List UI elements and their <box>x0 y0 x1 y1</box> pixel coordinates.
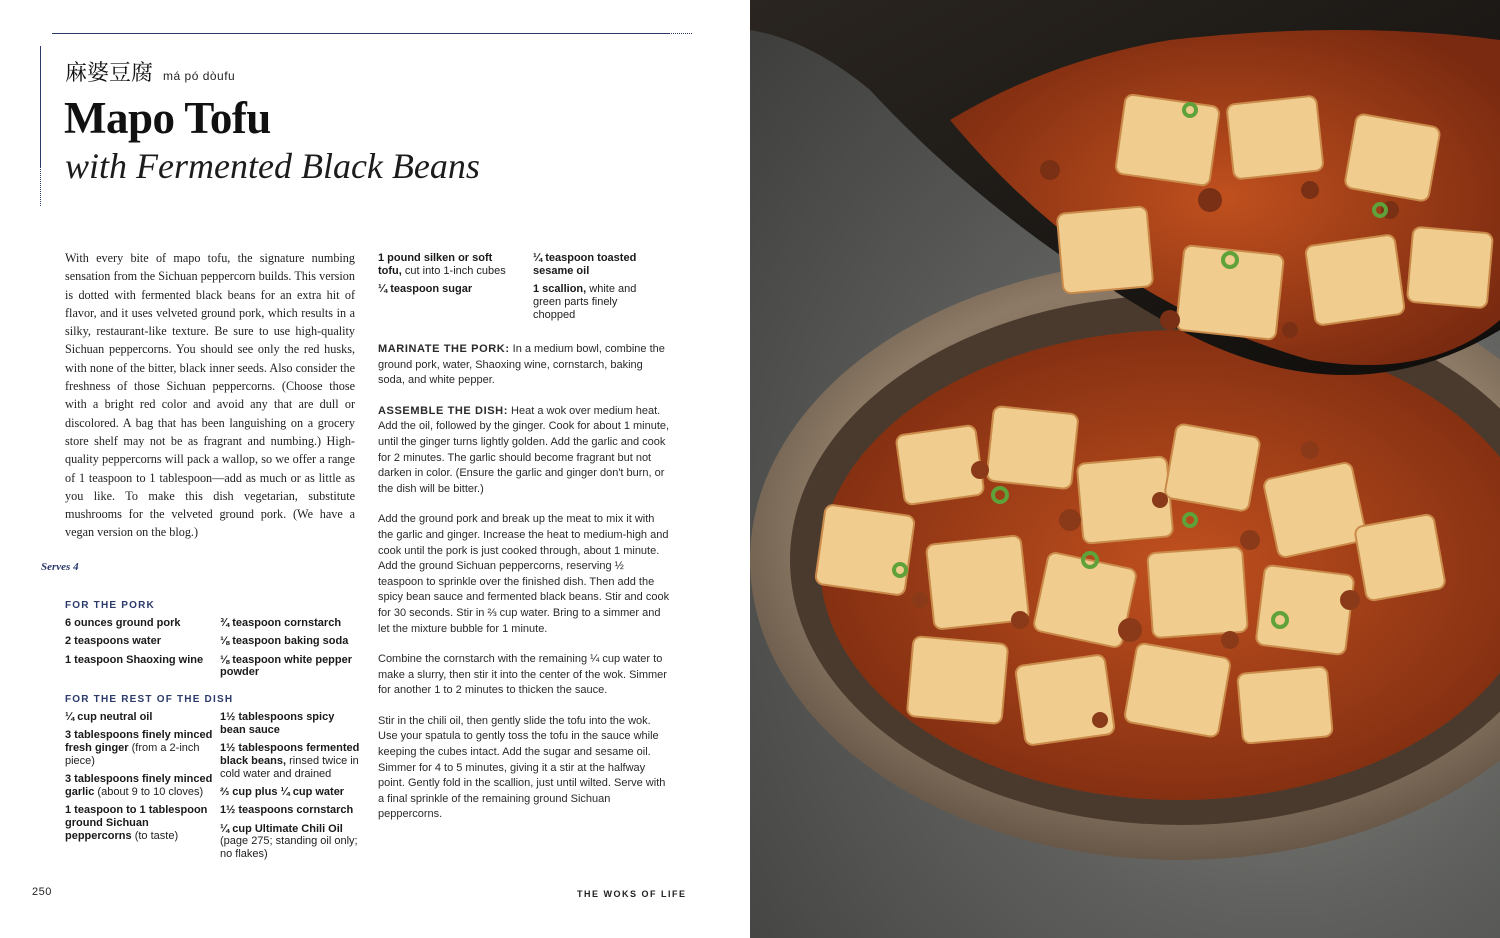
ingredient-note: white and green parts finely chopped <box>533 283 637 321</box>
page-number: 250 <box>32 886 52 898</box>
ingredient-item <box>65 635 213 648</box>
method-step-text: Stir in the chili oil, then gently slide the tofu into the wok. Use your spatula to gently toss the tofu in the sauce while keeping the cubes intact. Add the sugar and sesame oil. Simmer for 4 to 5 minutes, giving it a stir at the halfway point. Gently fold in the scallion, just until wilted. Serve with a final sprinkle of the remaining ground Sichuan peppercorns. <box>378 714 666 821</box>
ingredient-item <box>220 823 360 861</box>
ingredient-note: (about 9 to 10 cloves) <box>97 785 204 798</box>
method-step-lead: MARINATE THE PORK: <box>378 343 510 355</box>
ingredient-note: (from a 2-inch piece) <box>65 742 200 767</box>
ingredient-name: 3 tablespoons finely minced fresh ginger <box>65 729 213 755</box>
chinese-title-line <box>65 56 235 86</box>
ingredient-name: 1 teaspoon Shaoxing wine <box>65 653 204 666</box>
method-step <box>378 714 670 823</box>
ingredient-item <box>378 252 518 278</box>
ingredient-item <box>533 283 653 321</box>
method-step <box>378 512 670 637</box>
ingredient-name: 1 teaspoon to 1 tablespoon ground Sichuan peppercorns <box>65 804 208 842</box>
pinyin: má pó dòufu <box>163 69 236 83</box>
method-steps <box>378 342 670 838</box>
pork-heading: FOR THE PORK <box>65 600 155 611</box>
recipe-title: Mapo Tofu <box>64 93 271 143</box>
recipe-subtitle: with Fermented Black Beans <box>65 146 480 186</box>
top-ingredients-col2 <box>533 252 653 327</box>
ingredient-item <box>378 283 518 296</box>
top-ingredients-col1 <box>378 252 518 301</box>
ingredient-item <box>65 654 213 667</box>
rest-heading: FOR THE REST OF THE DISH <box>65 694 234 705</box>
mapo-tofu-photo <box>750 0 1500 938</box>
ingredient-item <box>220 711 360 737</box>
method-step-text: Heat a wok over medium heat. Add the oil, followed by the ginger. Cook for about 1 minute, until the ginger turns lightly golden. Add the garlic and cook for 2 minutes. The garlic should become fragrant but not darken in color. (Ensure the garlic and ginger don't burn, or the dish will be bitter.) <box>378 404 670 495</box>
ingredient-item <box>220 617 360 630</box>
top-rule <box>52 33 668 34</box>
method-step-text: In a medium bowl, combine the ground pork, water, Shaoxing wine, cornstarch, baking soda, and white pepper. <box>378 343 665 387</box>
ingredient-name: 2 teaspoons water <box>65 635 161 648</box>
ingredient-item <box>65 729 213 767</box>
method-step-text: Add the ground pork and break up the meat to mix it with the garlic and ginger. Increase the heat to medium-high and cook until the pork is just cooked through, about 1 minute. Add the ground Sichuan peppercorns, reserving ½ teaspoon to sprinkle over the finished dish. Then add the spicy bean sauce and fermented black beans. Stir and cook for 30 seconds. Stir in ⅔ cup water. Bring to a simmer and let the mixture bubble for 1 minute. <box>378 513 670 635</box>
ingredient-item <box>65 773 213 799</box>
ingredient-name: ¼ cup neutral oil <box>65 711 153 723</box>
photo-illustration <box>750 0 1500 938</box>
ingredient-name: ¼ teaspoon toasted sesame oil <box>533 252 637 277</box>
left-rule-dots <box>40 166 41 206</box>
method-step <box>378 404 670 498</box>
ingredient-name: 1 pound silken or soft tofu, <box>378 252 493 277</box>
ingredient-name: ¼ teaspoon sugar <box>378 283 473 296</box>
serves-label: Serves 4 <box>41 561 79 573</box>
chinese-title: 麻婆豆腐 <box>65 61 154 86</box>
ingredient-item <box>220 804 360 817</box>
ingredient-item <box>533 252 653 278</box>
rest-ingredients-col1 <box>65 711 213 848</box>
ingredient-item <box>220 654 360 680</box>
ingredient-item <box>65 804 213 842</box>
ingredient-name: ⅔ cup plus ¼ cup water <box>220 785 345 798</box>
ingredient-item <box>220 742 360 780</box>
ingredient-item <box>65 617 213 630</box>
ingredient-item <box>220 786 360 799</box>
running-head: THE WOKS OF LIFE <box>577 889 687 899</box>
ingredient-name: 1 scallion, <box>533 283 587 296</box>
method-step-text: Combine the cornstarch with the remaining ¼ cup water to make a slurry, then stir it into the center of the wok. Simmer for another 1 to 2 minutes to thicken the sauce. <box>378 653 667 697</box>
method-step-lead: ASSEMBLE THE DISH: <box>378 404 508 417</box>
ingredient-name: ⅛ teaspoon baking soda <box>220 635 349 648</box>
intro-paragraph: With every bite of mapo tofu, the signature numbing sensation from the Sichuan peppercorn builds. This version is dotted with fermented black beans for an extra hit of flavor, and it uses velveted ground pork, which results in a silky, restaurant-like texture. Be sure to use high-quality Sichuan peppercorns. You should see only the red husks, with none of the bitter, black inner seeds. Also consider the freshness of those Sichuan peppercorns. (Choose those with a bright red color and avoid any that are dull or discolored. A bag that has been languishing on a grocery store shelf may not be as fragrant and numbing.) High-quality peppercorns will pack a wallop, so we offer a range of 1 teaspoon to 1 tablespoon—add as much or as little as you like. To make this dish vegetarian, substitute mushrooms for the velveted ground pork. (We have a vegan version on the blog.) <box>65 251 355 540</box>
ingredient-name: 1½ teaspoons cornstarch <box>220 804 354 817</box>
ingredient-name: ¾ teaspoon cornstarch <box>220 617 342 629</box>
top-rule-dots <box>668 33 692 34</box>
ingredient-note: (page 275; standing oil only; no flakes) <box>220 835 358 861</box>
method-step <box>378 652 670 699</box>
rest-ingredients-col2 <box>220 711 360 866</box>
ingredient-note: (to taste) <box>134 829 179 842</box>
left-rule <box>40 46 41 166</box>
pork-ingredients-col1 <box>65 617 213 672</box>
ingredient-name: ¼ cup Ultimate Chili Oil <box>220 822 343 835</box>
ingredient-note: cut into 1-inch cubes <box>404 264 506 277</box>
ingredient-item <box>65 711 213 724</box>
ingredient-name: ⅛ teaspoon white pepper powder <box>220 653 353 679</box>
ingredient-name: 3 tablespoons finely minced garlic <box>65 773 213 798</box>
ingredient-note: rinsed twice in cold water and drained <box>220 754 359 780</box>
ingredient-item <box>220 635 360 648</box>
ingredient-name: 1½ tablespoons fermented black beans, <box>220 742 360 767</box>
ingredient-name: 6 ounces ground pork <box>65 617 181 629</box>
pork-ingredients-col2 <box>220 617 360 685</box>
method-step <box>378 342 670 389</box>
ingredient-name: 1½ tablespoons spicy bean sauce <box>220 711 335 736</box>
